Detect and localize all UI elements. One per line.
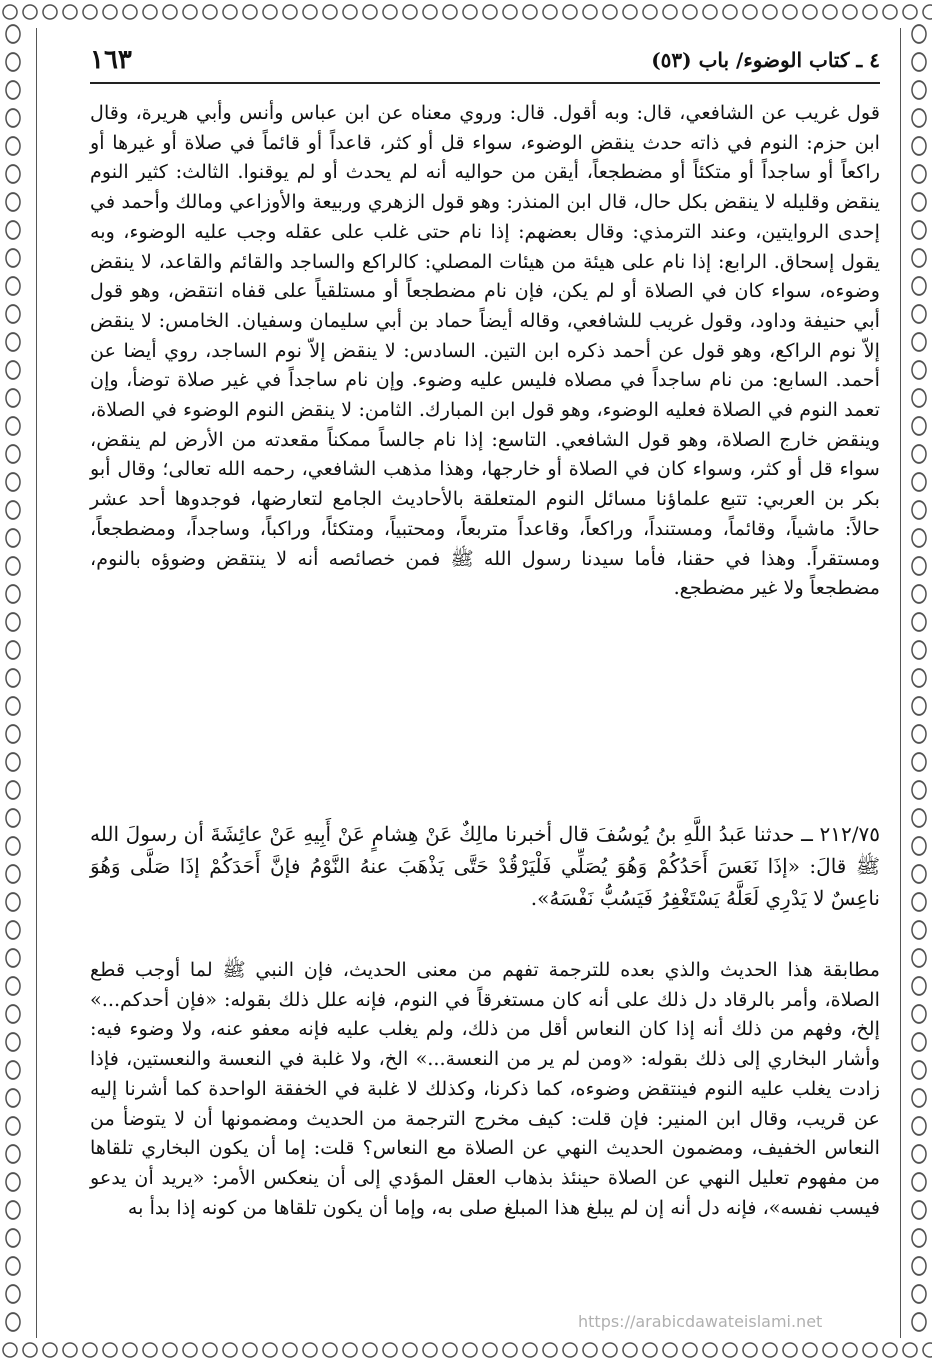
ornamental-border-left xyxy=(2,20,24,1340)
ornamental-border-right xyxy=(908,20,930,1340)
commentary-bottom-paragraph: مطابقة هذا الحديث والذي بعده للترجمة تفهم من معنى الحديث، فإن النبي ﷺ لما أوجب قطع الصلاة، وأمر بالرقاد دل ذلك على أنه كان مستغرقاً في النوم، فإنه علل ذلك بقوله: «فإن أحدكم...» إلخ، وفهم من ذلك أنه إذا كان النعاس أقل من ذلك، ولم يغلب عليه فإنه معفو عنه، ولا وضوء فيه: وأشار البخاري إلى ذلك بقوله: «ومن لم ير من النعسة...» الخ، ولا غلبة في النعسة والنعستين، فإذا زادت يغلب عليه النوم فينتقض وضوءه، كما ذكرنا، وكذلك لا غلبة في الخفقة الواحدة كما أشرنا إليه عن قريب، وقال ابن المنير: فإن قلت: كيف مخرج الترجمة من الحديث ومضمونها أن لا يتوضأ من النعاس الخفيف، ومضمون الحديث النهي عن الصلاة مع النعاس؟ قلت: إما أن يكون البخاري تلقاها من مفهوم تعليل النهي عن الصلاة حينئذ بذهاب العقل المؤدي إلى أن ينعكس الأمر: «يريد أن يدعو فيسب نفسه»، فإنه دل أنه إن لم يبلغ هذا المبلغ صلى به، وإما أن يكون تلقاها من كونه إذا بدأ به xyxy=(90,958,880,1219)
ornamental-border-top xyxy=(0,2,932,22)
hadith-block xyxy=(90,818,880,914)
watermark: https://arabicdawateislami.net xyxy=(578,1312,823,1331)
commentary-top-paragraph: قول غريب عن الشافعي، قال: وبه أقول. قال: وروي معناه عن ابن عباس وأنس وأبي هريرة، وقال ابن حزم: النوم في ذاته حدث ينقض الوضوء، سواء قل أو كثر، قاعداً أو قائماً في صلاة أو غيرها أو راكعاً أو ساجداً أو متكئاً أو مضطجعاً، أيقن من حواليه أنه لم يحدث أو لم يوقنوا. الثالث: كثير النوم ينقض وقليله لا ينقض بكل حال، قال ابن المنذر: وهو قول الزهري وربيعة والأوزاعي ومالك وأحمد في إحدى الروايتين، وعند الترمذي: وقال بعضهم: إذا نام حتى غلب على عقله وجب عليه الوضوء، وبه يقول إسحاق. الرابع: إذا نام على هيئة من هيئات المصلي: كالراكع والساجد والقائم والقاعد، لا ينقض وضوءه، سواء كان في الصلاة أو لم يكن، فإن نام مضطجعاً أو مستلقياً على قفاه انتقض، وهو قول أبي حنيفة وداود، وقول غريب للشافعي، وقاله أيضاً حماد بن أبي سليمان وسفيان. الخامس: لا ينقض إلاّ نوم الراكع، وهو قول عن أحمد ذكره ابن التين. السادس: لا ينقض إلاّ نوم الساجد، روي أيضا عن أحمد. السابع: من نام ساجداً في مصلاه فليس عليه وضوء. وإن نام ساجداً في غير صلاة توضأ، وإن تعمد النوم في الصلاة فعليه الوضوء، وهو قول ابن المبارك. الثامن: لا ينقض النوم الوضوء في الصلاة، وينقض خارج الصلاة، وهو قول الشافعي. التاسع: إذا نام جالساً ممكناً مقعدته من الأرض لم ينقض، سواء قل أو كثر، وسواء كان في الصلاة أو خارجها، وهذا مذهب الشافعي، رحمه الله تعالى؛ وقال أبو بكر بن العربي: تتبع علماؤنا مسائل النوم المتعلقة بالأحاديث الجامع لتعارضها، فوجدوها أحد عشر حالاً: ماشياً، وقائماً، ومستنداً، وراكعاً، وقاعداً متربعاً، ومحتبياً، ومتكئاً، وراكباً، وساجداً، ومضطجعاً، ومستقراً. وهذا في حقنا، فأما سيدنا رسول الله ﷺ فمن خصائصه أنه لا ينتقض وضوؤه بالنوم، مضطجعاً ولا غير مضطجع. xyxy=(90,101,880,600)
border-rule-left xyxy=(36,28,37,1338)
commentary-top xyxy=(90,98,880,603)
ornamental-border-bottom xyxy=(0,1340,932,1360)
border-rule-right xyxy=(900,28,901,1338)
header-rule xyxy=(90,82,880,84)
page-header xyxy=(90,44,880,76)
running-title: ٤ ـ كتاب الوضوء/ باب (٥٣) xyxy=(651,48,880,72)
page-number: ١٦٣ xyxy=(90,45,132,75)
commentary-bottom xyxy=(90,955,880,1222)
hadith-text: ٢١٢/٧٥ ــ حدثنا عَبدُ اللَّهِ بنُ يُوسُفَ قال أخبرنا مالِكٌ عَنْ هِشامٍ عَنْ أَبِيهِ عَنْ عائِشَةَ أن رسولَ الله ﷺ قالَ: «إذَا نَعَسَ أَحَدُكُمْ وَهُوَ يُصَلِّي فَلْيَرْقُدْ حَتَّى يَذْهَبَ عنهُ النَّوْمُ فإنَّ أَحَدَكُمْ إذَا صَلَّى وَهُوَ ناعِسٌ لا يَدْرِي لَعَلَّهُ يَسْتَغْفِرُ فَيَسُبُّ نَفْسَهُ». xyxy=(90,822,880,910)
